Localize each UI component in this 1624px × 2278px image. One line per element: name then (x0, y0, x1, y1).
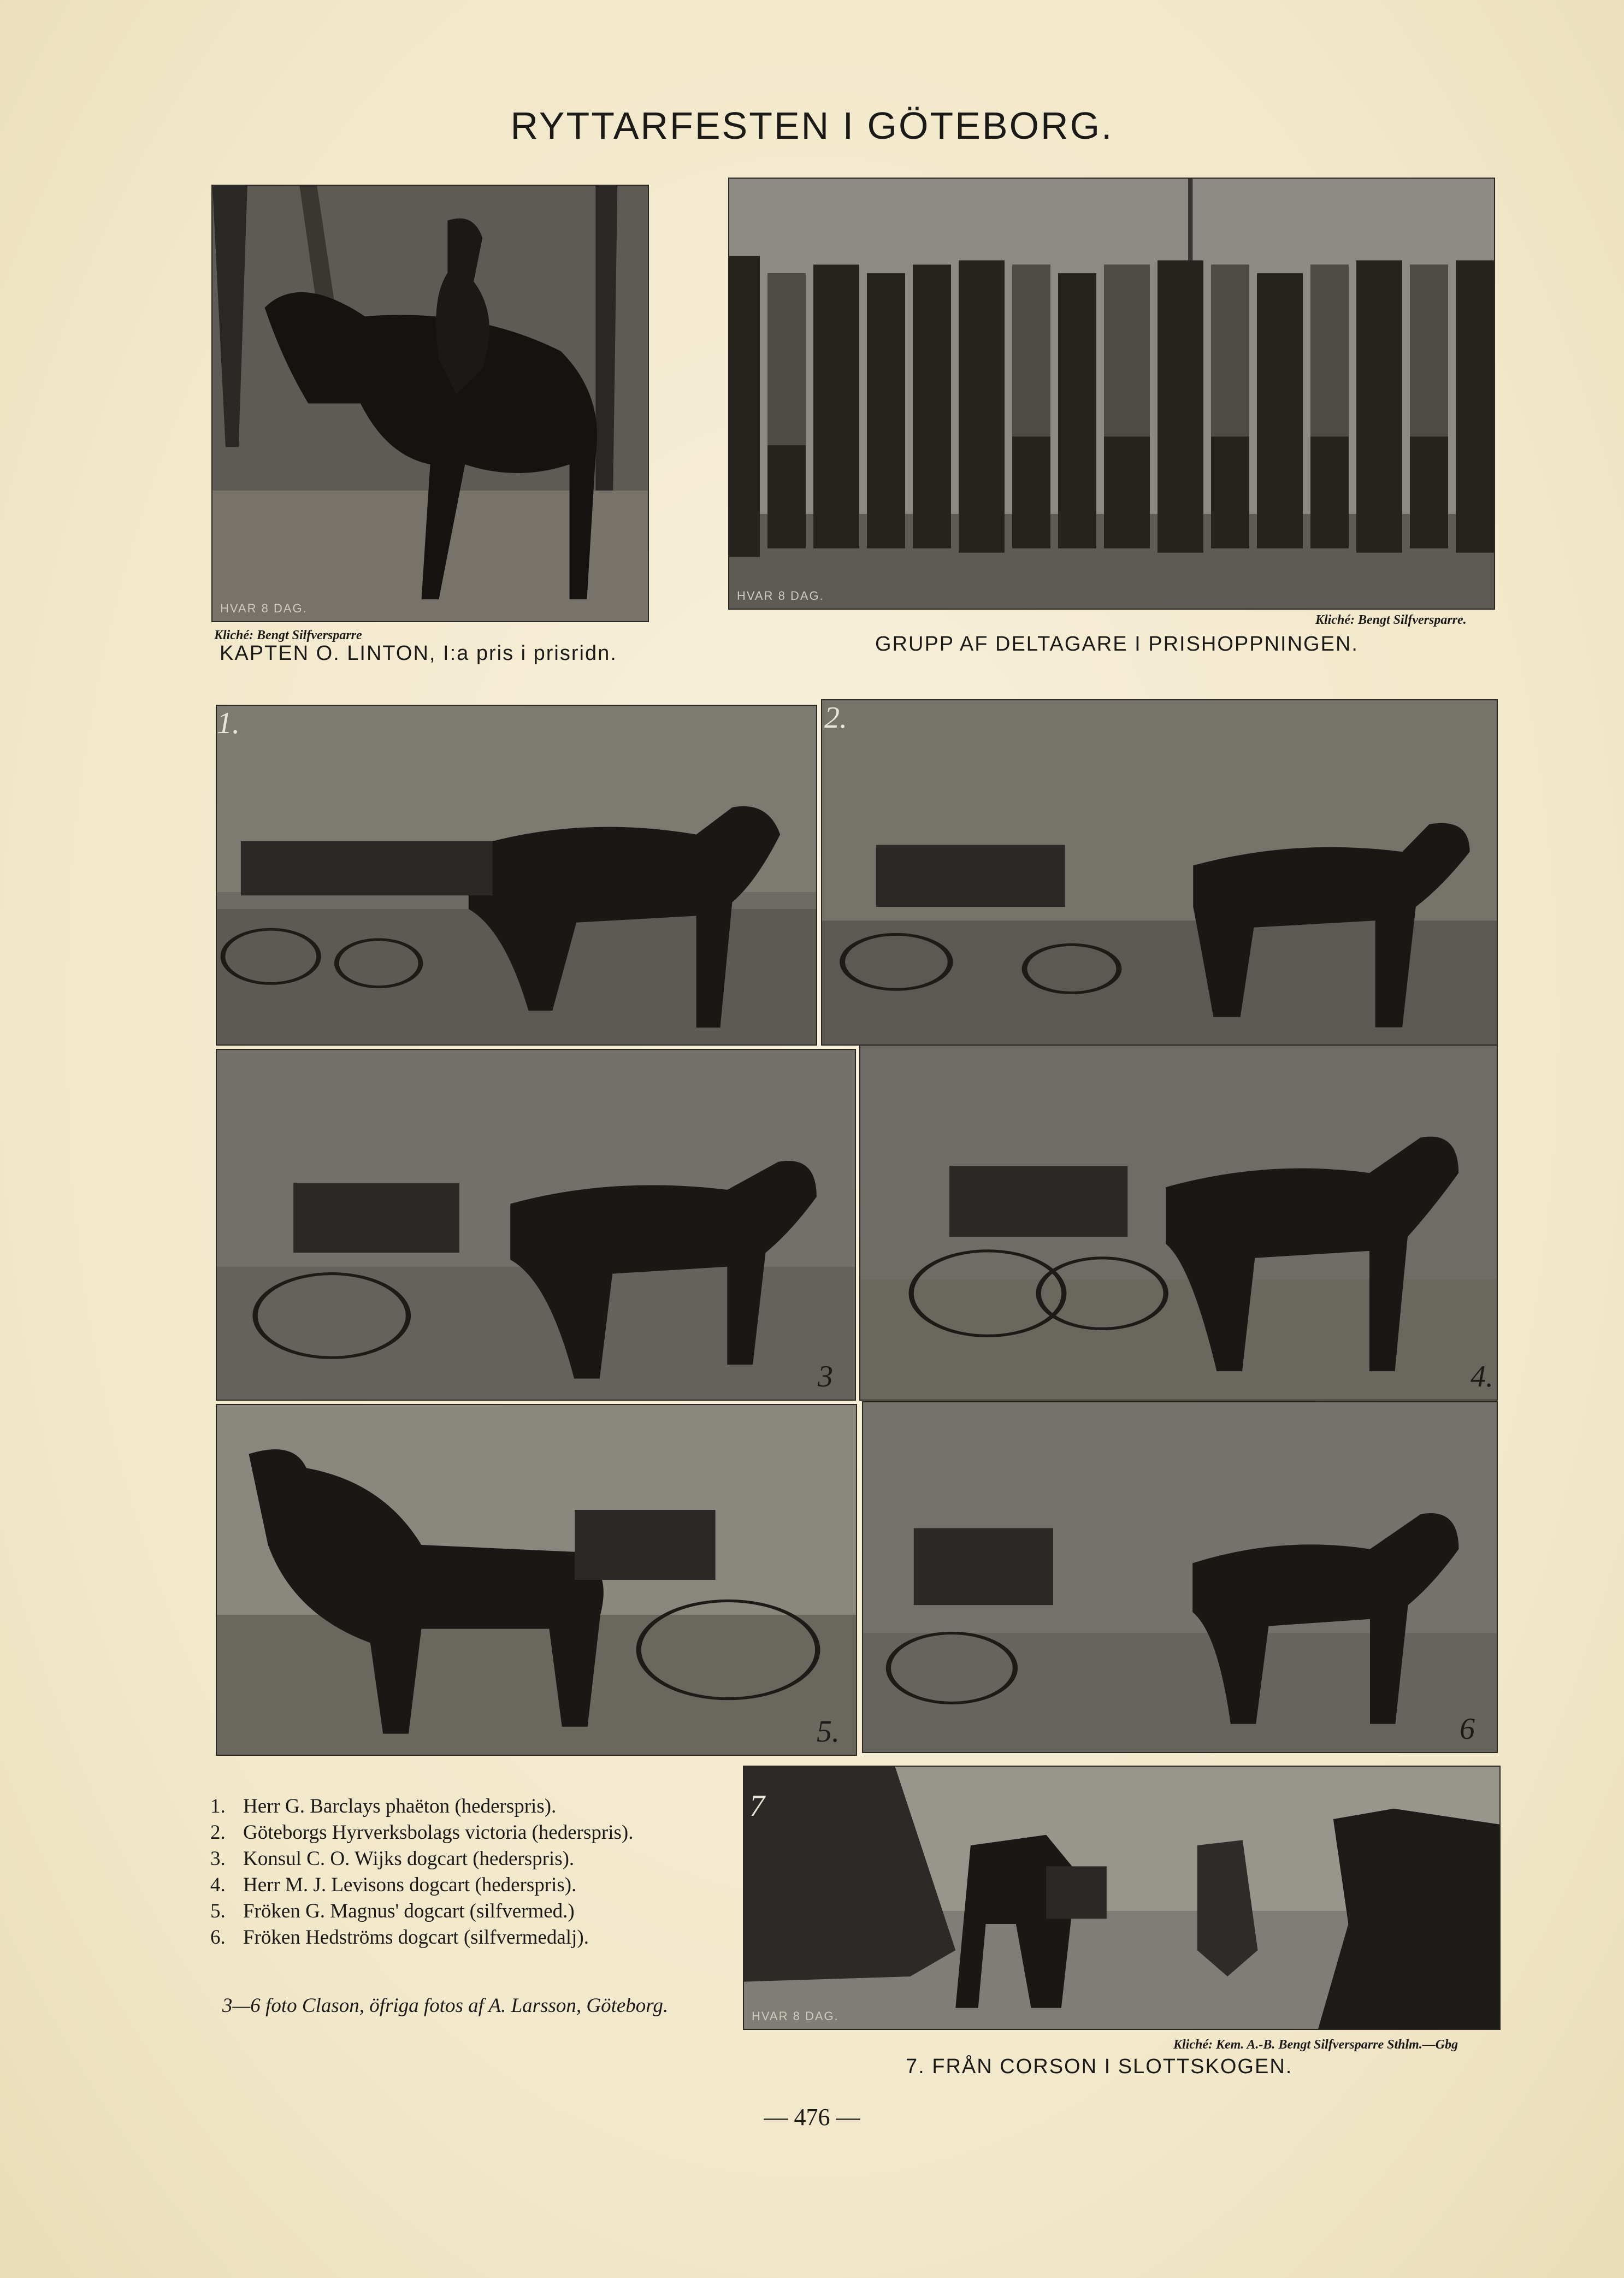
photo-number: 4. (1471, 1360, 1493, 1394)
photo-number: 1. (217, 706, 240, 740)
photo-kapten-linton (211, 185, 649, 622)
klische-credit-group: Kliché: Bengt Silfversparre. (1315, 613, 1467, 627)
caption-corson: 7. FRÅN CORSON I SLOTTSKOGEN. (906, 2055, 1293, 2078)
legend-item: 3. Konsul C. O. Wijks dogcart (hederspris). (210, 1848, 575, 1870)
photo-1-phaeton (216, 705, 817, 1046)
photo-6-dogcart (862, 1401, 1498, 1753)
legend-item: 4. Herr M. J. Levisons dogcart (hederspris). (210, 1874, 577, 1896)
photo-imprint: HVAR 8 DAG. (737, 589, 824, 603)
photo-number: 7 (749, 1789, 765, 1823)
page-number: — 476 — (764, 2104, 860, 2131)
photo-3-dogcart (216, 1049, 856, 1401)
photo-number: 6 (1460, 1712, 1475, 1746)
photo-imprint: HVAR 8 DAG. (220, 601, 308, 615)
photo-number: 2. (824, 701, 847, 735)
photo-group-participants (728, 178, 1495, 610)
photo-imprint: HVAR 8 DAG. (752, 2009, 839, 2023)
page-title: RYTTARFESTEN I GÖTEBORG. (510, 104, 1114, 147)
caption-group: GRUPP AF DELTAGARE I PRISHOPPNINGEN. (875, 633, 1359, 656)
caption-kapten-linton: KAPTEN O. LINTON, I:a pris i prisridn. (220, 642, 617, 665)
photo-7-corson-slottskogen (743, 1766, 1501, 2030)
legend-item: 2. Göteborgs Hyrverksbolags victoria (hederspris). (210, 1821, 634, 1844)
photo-4-dogcart (859, 1044, 1498, 1401)
photo-credit: 3—6 foto Clason, öfriga fotos af A. Larsson, Göteborg. (222, 1994, 669, 2017)
legend-item: 6. Fröken Hedströms dogcart (silfvermedalj). (210, 1926, 589, 1949)
photo-number: 3 (818, 1360, 833, 1394)
legend-item: 1. Herr G. Barclays phaëton (hederspris). (210, 1795, 557, 1817)
photo-legend (210, 1793, 680, 1951)
photo-2-victoria (821, 699, 1498, 1046)
klische-credit-linton: Kliché: Bengt Silfversparre (214, 628, 362, 642)
photo-number: 5. (817, 1715, 840, 1749)
klische-credit-corson: Kliché: Kem. A.-B. Bengt Silfversparre Sthlm.—Gbg (1173, 2038, 1458, 2052)
legend-item: 5. Fröken G. Magnus' dogcart (silfvermed.) (210, 1900, 575, 1922)
photo-5-dogcart (216, 1404, 857, 1756)
